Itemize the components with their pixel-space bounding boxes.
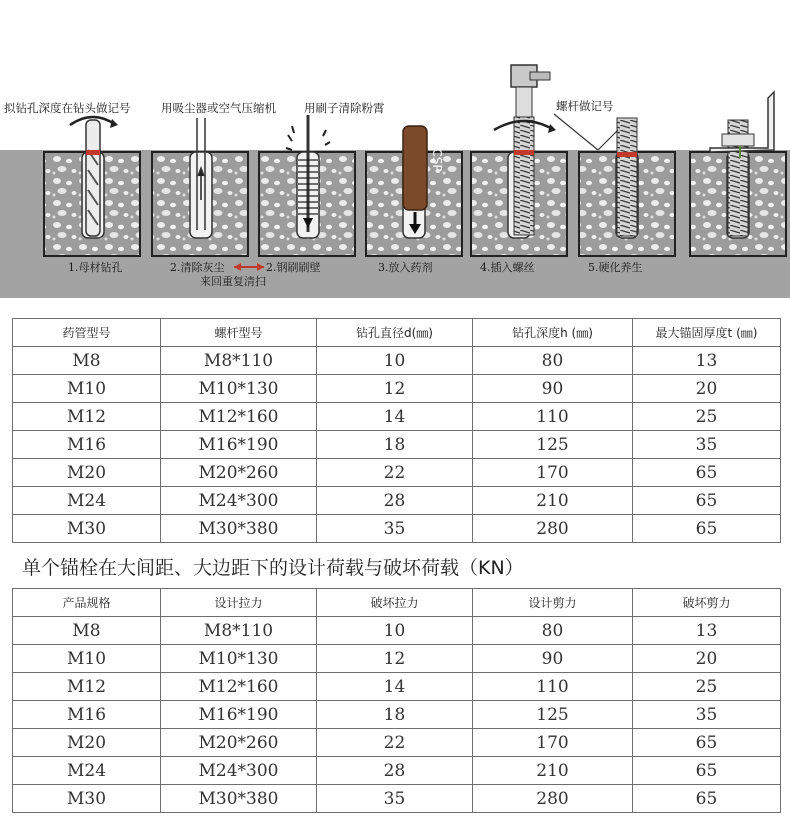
table-row	[13, 459, 781, 487]
table-cell: M16*190	[161, 701, 317, 729]
table-cell: 65	[633, 487, 781, 515]
column-header: 药管型号	[13, 319, 161, 347]
table-cell: M8*110	[161, 617, 317, 645]
column-header: 设计拉力	[161, 589, 317, 617]
column-header: 破坏剪力	[633, 589, 781, 617]
table-row	[13, 673, 781, 701]
table-cell: 210	[473, 487, 633, 515]
table-row	[13, 375, 781, 403]
table-cell: 210	[473, 757, 633, 785]
table-cell: 170	[473, 729, 633, 757]
table-row	[13, 701, 781, 729]
table-cell: M12*160	[161, 403, 317, 431]
column-header: 最大锚固厚度t (㎜)	[633, 319, 781, 347]
table-cell: 35	[317, 515, 473, 543]
table-cell: M12	[13, 403, 161, 431]
table-cell: M8	[13, 347, 161, 375]
table-cell: M10*130	[161, 645, 317, 673]
table-cell: 13	[633, 617, 781, 645]
table-cell: M16*190	[161, 431, 317, 459]
table-cell: M16	[13, 431, 161, 459]
column-header: 螺杆型号	[161, 319, 317, 347]
step-2a-label: 2.清除灰尘	[170, 261, 225, 274]
table-cell: M12*160	[161, 673, 317, 701]
table-cell: M20*260	[161, 459, 317, 487]
installation-diagram	[0, 0, 790, 298]
table-cell: M30*380	[161, 515, 317, 543]
brush-label: 用刷子清除粉霄	[304, 101, 385, 115]
spec-table-1	[12, 318, 781, 543]
table-cell: 65	[633, 757, 781, 785]
table-row	[13, 431, 781, 459]
table-cell: 65	[633, 459, 781, 487]
table-cell: 280	[473, 785, 633, 813]
step-1-label: 1.母材钻孔	[68, 261, 123, 274]
column-header: 设计剪力	[473, 589, 633, 617]
table-cell: 25	[633, 403, 781, 431]
table-cell: 22	[317, 459, 473, 487]
table-cell: 65	[633, 515, 781, 543]
step-3-label: 3.放入药剂	[378, 261, 433, 274]
table-cell: 28	[317, 757, 473, 785]
table-cell: 28	[317, 487, 473, 515]
table-cell: 80	[473, 617, 633, 645]
table-cell: 10	[317, 617, 473, 645]
column-header: 产品规格	[13, 589, 161, 617]
table-cell: 12	[317, 645, 473, 673]
table-cell: 170	[473, 459, 633, 487]
table-cell: 12	[317, 375, 473, 403]
step-2b-label: 2.钢刷刷壁	[266, 261, 321, 274]
table-cell: 90	[473, 645, 633, 673]
table-cell: M16	[13, 701, 161, 729]
table-cell: 20	[633, 645, 781, 673]
table-cell: 22	[317, 729, 473, 757]
column-header: 破坏拉力	[317, 589, 473, 617]
table-cell: 14	[317, 403, 473, 431]
table-cell: 90	[473, 375, 633, 403]
table-cell: 35	[633, 701, 781, 729]
table-cell: 18	[317, 431, 473, 459]
table-cell: M30*380	[161, 785, 317, 813]
table-cell: M10	[13, 645, 161, 673]
table-cell: M8*110	[161, 347, 317, 375]
table-cell: 280	[473, 515, 633, 543]
table-header-row	[13, 319, 781, 347]
table-row	[13, 403, 781, 431]
section-title: 单个锚栓在大间距、大边距下的设计荷载与破坏荷载（KN）	[22, 557, 524, 579]
table-row	[13, 617, 781, 645]
vacuum-label: 用吸尘器或空气压缩机	[161, 101, 276, 115]
table-cell: 65	[633, 729, 781, 757]
table-cell: 35	[317, 785, 473, 813]
column-header: 钻孔直径d(㎜)	[317, 319, 473, 347]
table-cell: M20	[13, 729, 161, 757]
table-cell: 13	[633, 347, 781, 375]
table-cell: 35	[633, 431, 781, 459]
table-row	[13, 487, 781, 515]
step-5-label: 5.硬化养生	[588, 261, 643, 274]
table-cell: M24	[13, 487, 161, 515]
table-cell: M20*260	[161, 729, 317, 757]
table-cell: 18	[317, 701, 473, 729]
table-cell: M24	[13, 757, 161, 785]
rod-mark-label: 螺杆做记号	[556, 99, 614, 113]
table-cell: M10	[13, 375, 161, 403]
table-cell: 25	[633, 673, 781, 701]
table-row	[13, 757, 781, 785]
table-cell: 110	[473, 403, 633, 431]
table-cell: 110	[473, 673, 633, 701]
table-cell: 80	[473, 347, 633, 375]
table-cell: M24*300	[161, 757, 317, 785]
step-4-label: 4.插入螺丝	[480, 261, 535, 274]
table-row	[13, 729, 781, 757]
repeat-note: 来回重复清扫	[200, 275, 266, 288]
table-cell: 65	[633, 785, 781, 813]
table-cell: 20	[633, 375, 781, 403]
svg-text:CSP: CSP	[430, 148, 444, 172]
table-cell: 125	[473, 701, 633, 729]
table-cell: M8	[13, 617, 161, 645]
table-cell: M20	[13, 459, 161, 487]
table-row	[13, 347, 781, 375]
table-cell: M30	[13, 515, 161, 543]
table-row	[13, 515, 781, 543]
column-header: 钻孔深度h (㎜)	[473, 319, 633, 347]
table-cell: M10*130	[161, 375, 317, 403]
table-cell: 125	[473, 431, 633, 459]
table-row	[13, 785, 781, 813]
table-header-row	[13, 589, 781, 617]
table-cell: M12	[13, 673, 161, 701]
spec-table-2	[12, 588, 781, 813]
table-row	[13, 645, 781, 673]
drill-mark-label: 拟钻孔深度在钻头做记号	[4, 101, 131, 115]
table-cell: M30	[13, 785, 161, 813]
table-cell: 10	[317, 347, 473, 375]
table-cell: 14	[317, 673, 473, 701]
table-cell: M24*300	[161, 487, 317, 515]
